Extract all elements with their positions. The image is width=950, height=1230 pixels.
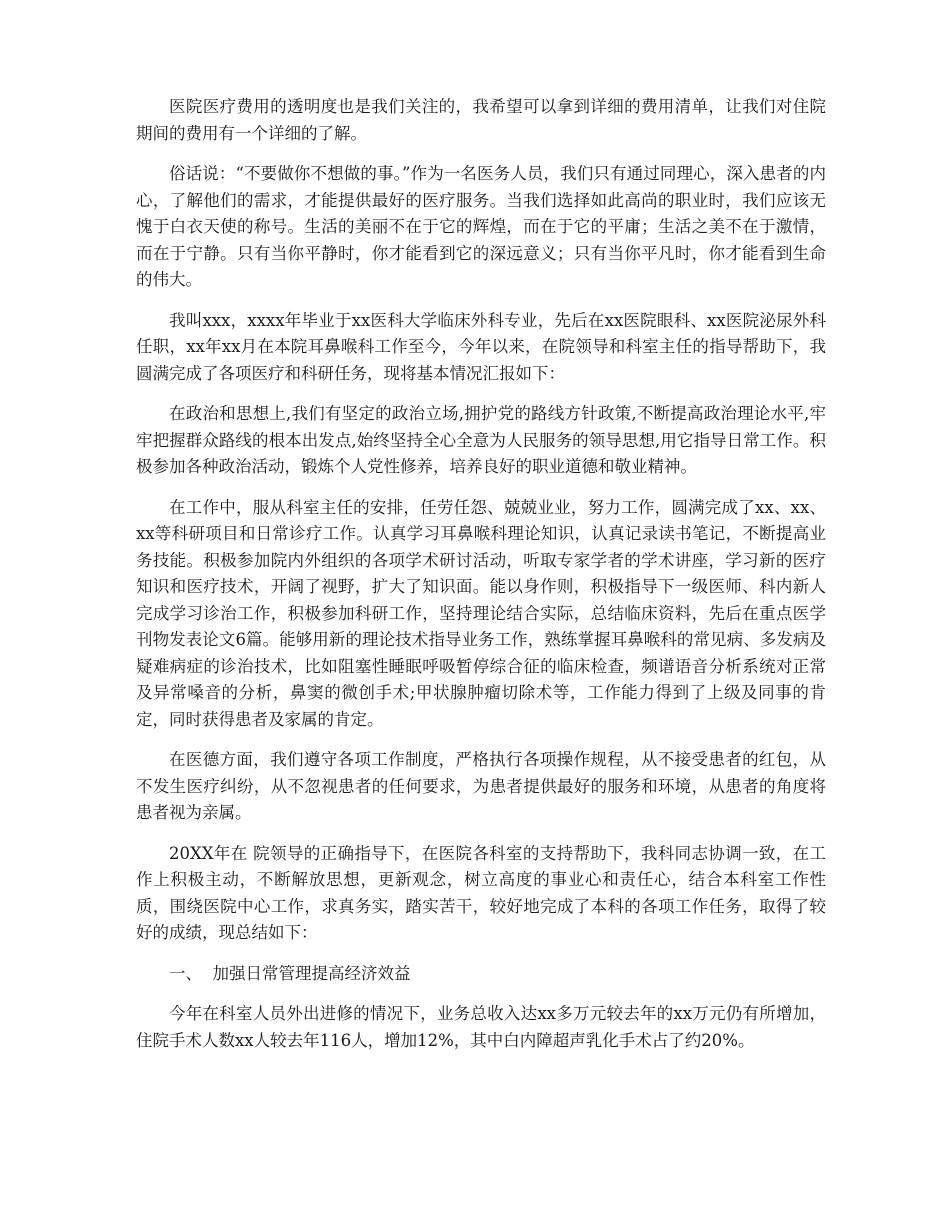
paragraph-work-performance: 在工作中，服从科室主任的安排，任劳任怨、兢兢业业，努力工作，圆满完成了xx、xx、xx等科研项目和日常诊疗工作。认真学习耳鼻喉科理论知识，认真记录读书笔记，不断提高业务技能。积极参加院内外组织的各项学术研讨活动，听取专家学者的学术讲座，学习新的医疗知识和医疗技术，开阔了视野，扩大了知识面。能以身作则，积极指导下一级医师、科内新人完成学习诊治工作，积极参加科研工作，坚持理论结合实际，总结临床资料，先后在重点医学刊物发表论文6篇。能够用新的理论技术指导业务工作，熟练掌握耳鼻喉科的常见病、多发病及疑难病症的诊治技术，比如阻塞性睡眠呼吸暂停综合征的临床检查，频谱语音分析系统对正常及异常嗓音的分析，鼻窦的微创手术;甲状腺肿瘤切除术等，工作能力得到了上级及同事的肯定，同时获得患者及家属的肯定。	[136, 497, 826, 729]
paragraph-self-introduction: 我叫xxx，xxxx年毕业于xx医科大学临床外科专业，先后在xx医院眼科、xx医院泌尿外科任职，xx年xx月在本院耳鼻喉科工作至今，今年以来，在院领导和科室主任的指导帮助下，我圆满完成了各项医疗和科研任务，现将基本情况汇报如下：	[136, 310, 826, 383]
paragraph-annual-summary: 20XX年在 院领导的正确指导下，在医院各科室的支持帮助下，我科同志协调一致，在工作上积极主动，不断解放思想，更新观念，树立高度的事业心和责任心，结合本科室工作性质，围绕医院中心工作，求真务实，踏实苦干，较好地完成了本科的各项工作任务，取得了较好的成绩，现总结如下：	[136, 843, 826, 942]
paragraph-political-thought: 在政治和思想上,我们有坚定的政治立场,拥护党的路线方针政策,不断提高政治理论水平,牢牢把握群众路线的根本出发点,始终坚持全心全意为人民服务的领导思想,用它指导日常工作。积极参加各种政治活动，锻炼个人党性修养，培养良好的职业道德和敬业精神。	[136, 404, 826, 476]
document-body	[136, 94, 826, 1068]
paragraph-economic-results: 今年在科室人员外出进修的情况下，业务总收入达xx多万元较去年的xx万元仍有所增加，住院手术人数xx人较去年116人，增加12%，其中白内障超声乳化手术占了约20%。	[136, 1004, 826, 1050]
paragraph-fee-transparency: 医院医疗费用的透明度也是我们关注的，我希望可以拿到详细的费用清单，让我们对住院期间的费用有一个详细的了解。	[136, 97, 826, 143]
section-heading: 一、 加强日常管理提高经济效益	[169, 963, 411, 983]
paragraph-medical-ethics: 在医德方面，我们遵守各项工作制度，严格执行各项操作规程，从不接受患者的红包，从不发生医疗纠纷，从不忽视患者的任何要求，为患者提供最好的服务和环境，从患者的角度将患者视为亲属。	[136, 750, 826, 822]
paragraph-proverb: 俗话说：“不要做你不想做的事。”作为一名医务人员，我们只有通过同理心，深入患者的内心，了解他们的需求，才能提供最好的医疗服务。当我们选择如此高尚的职业时，我们应该无愧于白衣天使的称号。生活的美丽不在于它的辉煌，而在于它的平庸；生活之美不在于激情，而在于宁静。只有当你平静时，你才能看到它的深远意义；只有当你平凡时，你才能看到生命的伟大。	[136, 164, 826, 289]
